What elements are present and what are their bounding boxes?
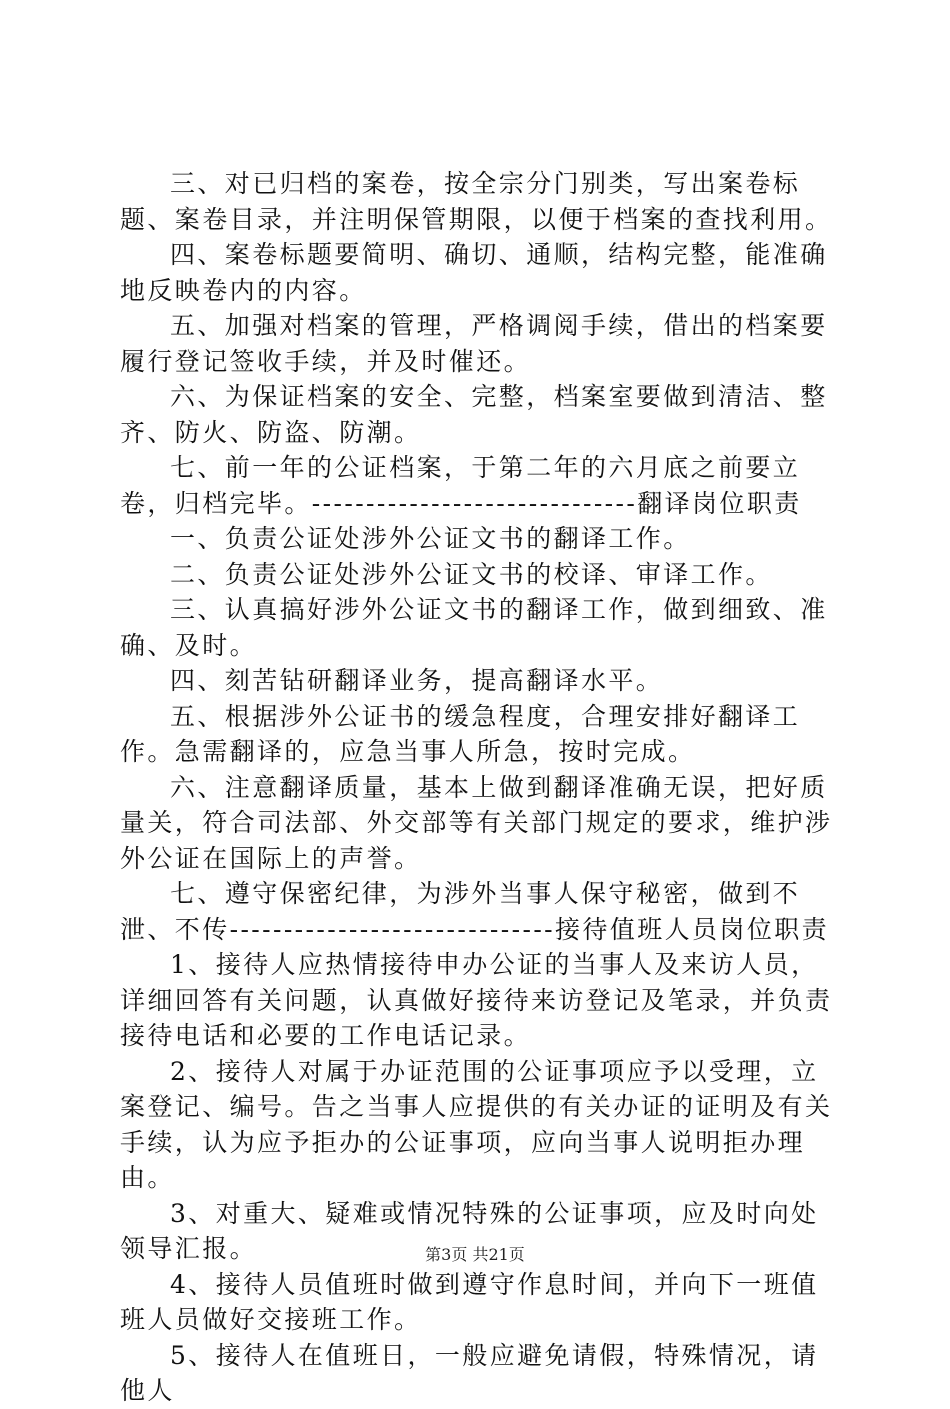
paragraph: 三、认真搞好涉外公证文书的翻译工作，做到细致、准确、及时。: [120, 595, 828, 660]
document-body: [120, 166, 835, 1409]
paragraph: 4、接待人员值班时做到遵守作息时间，并向下一班值班人员做好交接班工作。: [120, 1269, 819, 1334]
paragraph: 七、遵守保密纪律，为涉外当事人保守秘密，做到不泄、不传------------------------------接待值班人员岗位职责: [120, 879, 830, 944]
paragraph: 2、接待人对属于办证范围的公证事项应予以受理，立案登记、编号。告之当事人应提供的有关办证的证明及有关手续，认为应予拒办的公证事项，应向当事人说明拒办理由。: [120, 1056, 833, 1192]
page-footer: 第3页 共21页: [425, 1245, 525, 1264]
paragraph: 五、根据涉外公证书的缓急程度，合理安排好翻译工作。急需翻译的，应急当事人所急，按时完成。: [120, 701, 801, 766]
paragraph: 一、负责公证处涉外公证文书的翻译工作。: [170, 524, 691, 553]
paragraph: 六、为保证档案的安全、完整，档案室要做到清洁、整齐、防火、防盗、防潮。: [120, 382, 828, 447]
paragraph: 五、加强对档案的管理，严格调阅手续，借出的档案要履行登记签收手续，并及时催还。: [120, 311, 828, 376]
paragraph: 四、案卷标题要简明、确切、通顺，结构完整，能准确地反映卷内的内容。: [120, 240, 828, 305]
paragraph: 四、刻苦钻研翻译业务，提高翻译水平。: [170, 666, 664, 695]
paragraph: 七、前一年的公证档案，于第二年的六月底之前要立卷，归档完毕。------------------------------翻译岗位职责: [120, 453, 802, 518]
paragraph: 二、负责公证处涉外公证文书的校译、审译工作。: [170, 559, 773, 589]
paragraph: 3、对重大、疑难或情况特殊的公证事项，应及时向处领导汇报。: [120, 1198, 819, 1263]
paragraph: 1、接待人应热情接待申办公证的当事人及来访人员，详细回答有关问题，认真做好接待来访登记及笔录，并负责接待电话和必要的工作电话记录。: [120, 950, 833, 1050]
paragraph: 六、注意翻译质量，基本上做到翻译准确无误，把好质量关，符合司法部、外交部等有关部门规定的要求，维护涉外公证在国际上的声誉。: [120, 772, 833, 873]
paragraph: 三、对已归档的案卷，按全宗分门别类，写出案卷标题、案卷目录，并注明保管期限，以便于档案的查找利用。: [120, 169, 833, 234]
paragraph: 5、接待人在值班日，一般应避免请假，特殊情况，请他人: [120, 1340, 819, 1405]
